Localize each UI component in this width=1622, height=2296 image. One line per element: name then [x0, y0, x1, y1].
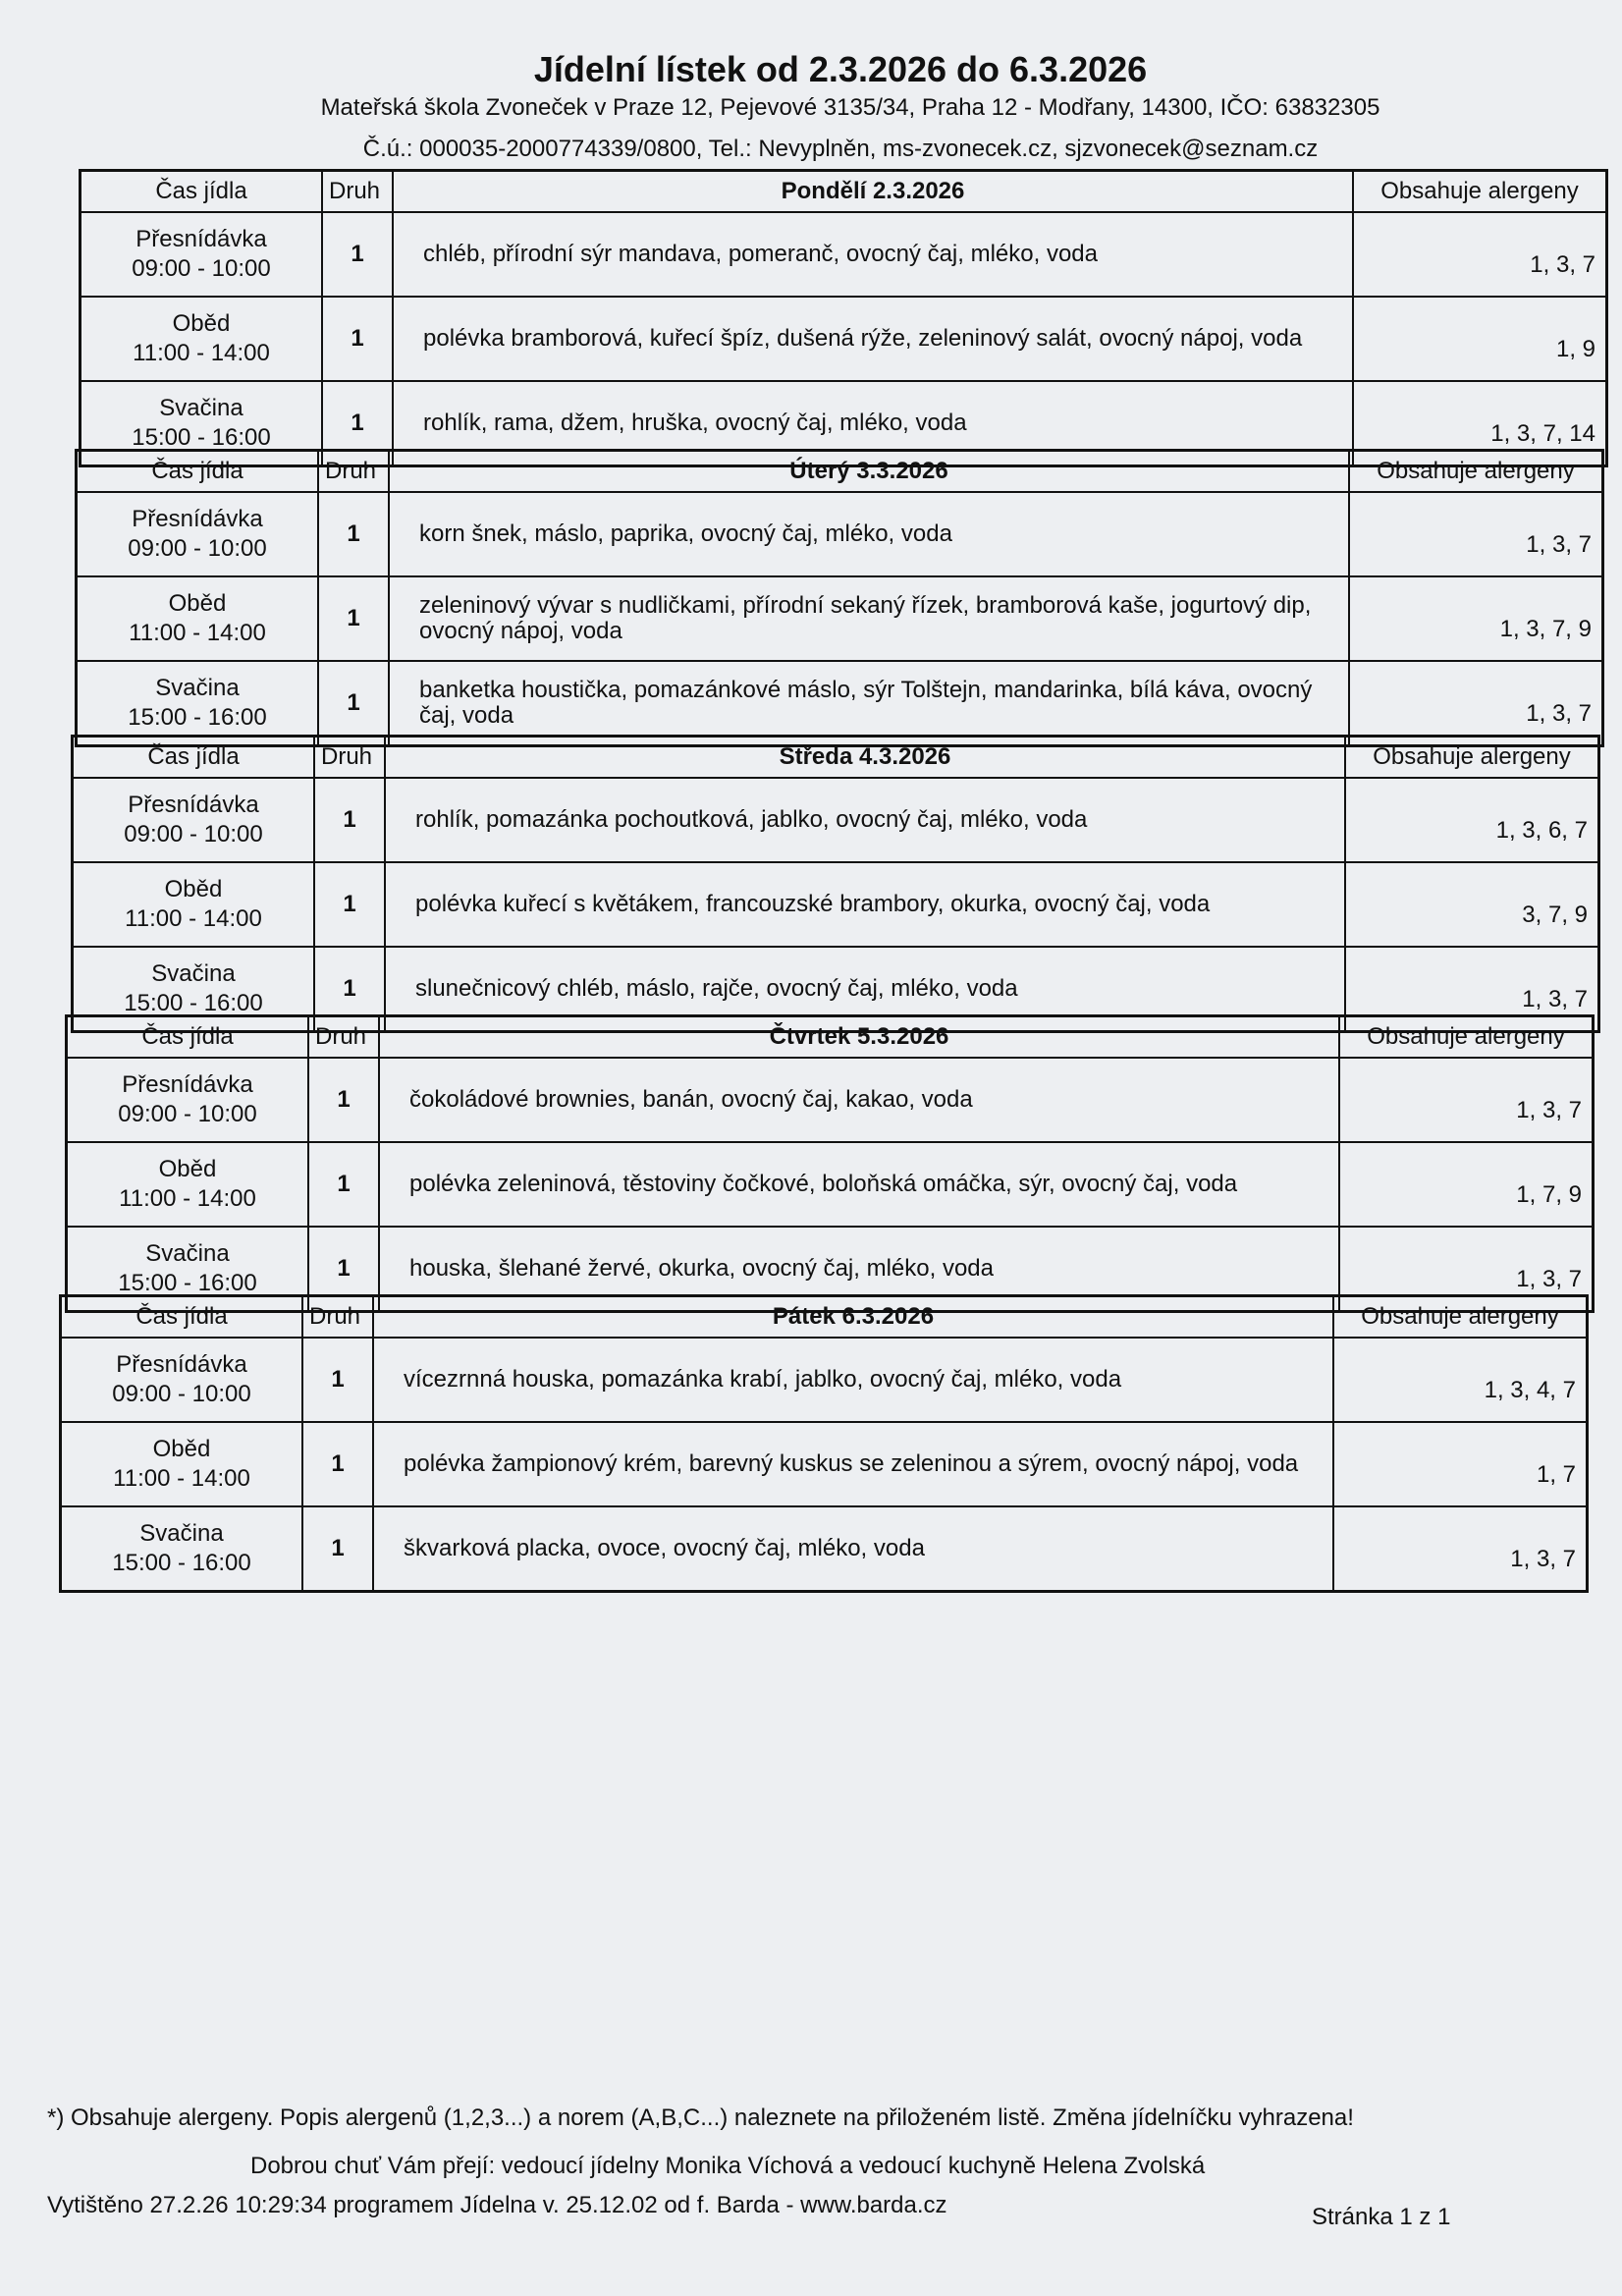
day-name: Úterý 3.3.2026: [389, 451, 1349, 493]
allergens-value: 1, 3, 4, 7: [1333, 1338, 1588, 1422]
table-row: [77, 492, 1603, 576]
meal-time: 09:00 - 10:00: [124, 821, 263, 847]
druh-header: Druh: [314, 737, 385, 779]
meal-time: 09:00 - 10:00: [128, 535, 267, 562]
table-row: [67, 1058, 1594, 1142]
day-name: Čtvrtek 5.3.2026: [379, 1016, 1339, 1059]
meal-time-cell: [77, 492, 319, 576]
druh-value: 1: [314, 778, 385, 862]
druh-header: Druh: [322, 171, 393, 213]
contact-info: Č.ú.: 000035-2000774339/0800, Tel.: Nevyplněn, ms-zvonecek.cz, sjzvonecek@seznam.cz: [362, 136, 1319, 162]
table-row: [61, 1422, 1588, 1506]
meal-name: Oběd: [152, 1436, 211, 1462]
meal-time: 15:00 - 16:00: [118, 1270, 257, 1296]
meal-name: Oběd: [172, 310, 231, 337]
meal-name: Svačina: [151, 960, 236, 987]
table-row: [81, 212, 1607, 297]
allergens-header: Obsahuje alergeny: [1345, 737, 1599, 779]
table-row: [73, 862, 1599, 947]
meal-name: Přesnídávka: [128, 792, 259, 818]
druh-value: 1: [308, 1227, 379, 1312]
table-header-row: [61, 1296, 1588, 1339]
druh-value: 1: [302, 1338, 373, 1422]
druh-value: 1: [302, 1422, 373, 1506]
druh-value: 1: [314, 947, 385, 1032]
druh-value: 1: [302, 1506, 373, 1592]
day-table: [65, 1014, 1595, 1313]
day-name: Pondělí 2.3.2026: [393, 171, 1353, 213]
food-description: škvarková placka, ovoce, ovocný čaj, mléko, voda: [373, 1506, 1333, 1592]
food-description: rohlík, rama, džem, hruška, ovocný čaj, mléko, voda: [393, 381, 1353, 466]
table-row: [67, 1142, 1594, 1227]
druh-value: 1: [308, 1142, 379, 1227]
meal-name: Přesnídávka: [132, 506, 263, 532]
allergens-value: 1, 3, 7: [1333, 1506, 1588, 1592]
food-description: čokoládové brownies, banán, ovocný čaj, kakao, voda: [379, 1058, 1339, 1142]
allergens-value: 1, 3, 7: [1353, 212, 1607, 297]
food-description: polévka kuřecí s květákem, francouzské brambory, okurka, ovocný čaj, voda: [385, 862, 1345, 947]
meal-name: Oběd: [164, 876, 223, 902]
druh-value: 1: [308, 1058, 379, 1142]
allergens-value: 1, 3, 7: [1339, 1058, 1594, 1142]
meal-name: Svačina: [139, 1520, 224, 1547]
meal-name: Svačina: [145, 1240, 230, 1267]
meal-time: 11:00 - 14:00: [129, 620, 266, 646]
table-row: [77, 576, 1603, 661]
allergens-value: 1, 3, 7, 14: [1353, 381, 1607, 466]
meal-time-cell: [61, 1422, 303, 1506]
time-header: Čas jídla: [67, 1016, 309, 1059]
druh-value: 1: [318, 576, 389, 661]
druh-header: Druh: [308, 1016, 379, 1059]
food-description: banketka houstička, pomazánkové máslo, sýr Tolštejn, mandarinka, bílá káva, ovocný čaj, voda: [389, 661, 1349, 746]
day-name: Středa 4.3.2026: [385, 737, 1345, 779]
meal-time-cell: [81, 297, 323, 381]
druh-value: 1: [322, 381, 393, 466]
food-description: polévka bramborová, kuřecí špíz, dušená rýže, zeleninový salát, ovocný nápoj, voda: [393, 297, 1353, 381]
meal-time-cell: [73, 862, 315, 947]
food-description: vícezrnná houska, pomazánka krabí, jablko, ovocný čaj, mléko, voda: [373, 1338, 1333, 1422]
meal-time-cell: [81, 212, 323, 297]
meal-time: 09:00 - 10:00: [112, 1381, 251, 1407]
print-info: Vytištěno 27.2.26 10:29:34 programem Jídelna v. 25.12.02 od f. Barda - www.barda.cz: [47, 2192, 947, 2218]
meal-time: 15:00 - 16:00: [132, 424, 271, 451]
food-description: slunečnicový chléb, máslo, rajče, ovocný čaj, mléko, voda: [385, 947, 1345, 1032]
day-table: [79, 169, 1608, 467]
meal-name: Přesnídávka: [116, 1351, 247, 1378]
allergens-value: 1, 3, 7: [1339, 1227, 1594, 1312]
druh-value: 1: [322, 212, 393, 297]
food-description: chléb, přírodní sýr mandava, pomeranč, ovocný čaj, mléko, voda: [393, 212, 1353, 297]
time-header: Čas jídla: [81, 171, 323, 213]
food-description: rohlík, pomazánka pochoutková, jablko, ovocný čaj, mléko, voda: [385, 778, 1345, 862]
table-row: [77, 661, 1603, 746]
allergens-value: 1, 3, 7: [1349, 492, 1603, 576]
food-description: zeleninový vývar s nudličkami, přírodní sekaný řízek, bramborová kaše, jogurtový dip, ovocný nápoj, voda: [389, 576, 1349, 661]
day-table: [71, 735, 1600, 1033]
allergens-header: Obsahuje alergeny: [1333, 1296, 1588, 1339]
table-header-row: [67, 1016, 1594, 1059]
meal-time: 15:00 - 16:00: [112, 1550, 251, 1576]
druh-header: Druh: [302, 1296, 373, 1339]
table-header-row: [81, 171, 1607, 213]
day-table: [75, 449, 1604, 747]
allergens-value: 1, 3, 7: [1345, 947, 1599, 1032]
time-header: Čas jídla: [77, 451, 319, 493]
meal-name: Přesnídávka: [135, 226, 267, 252]
table-row: [61, 1338, 1588, 1422]
time-header: Čas jídla: [73, 737, 315, 779]
allergens-header: Obsahuje alergeny: [1353, 171, 1607, 213]
meal-time: 11:00 - 14:00: [113, 1465, 250, 1492]
allergens-value: 1, 3, 7: [1349, 661, 1603, 746]
meal-name: Oběd: [168, 590, 227, 617]
allergens-header: Obsahuje alergeny: [1349, 451, 1603, 493]
page-number: Stránka 1 z 1: [1312, 2204, 1451, 2230]
allergens-header: Obsahuje alergeny: [1339, 1016, 1594, 1059]
meal-time: 11:00 - 14:00: [119, 1185, 256, 1212]
school-info: Mateřská škola Zvoneček v Praze 12, Pejevové 3135/34, Praha 12 - Modřany, 14300, IČO: 63832305: [320, 94, 1380, 121]
food-description: polévka žampionový krém, barevný kuskus se zeleninou a sýrem, ovocný nápoj, voda: [373, 1422, 1333, 1506]
time-header: Čas jídla: [61, 1296, 303, 1339]
meal-name: Svačina: [155, 675, 240, 701]
food-description: houska, šlehané žervé, okurka, ovocný čaj, mléko, voda: [379, 1227, 1339, 1312]
greeting: Dobrou chuť Vám přejí: vedoucí jídelny Monika Víchová a vedoucí kuchyně Helena Zvolská: [250, 2153, 1206, 2179]
day-table: [59, 1294, 1589, 1593]
meal-name: Oběd: [158, 1156, 217, 1182]
meal-time: 15:00 - 16:00: [124, 990, 263, 1016]
allergens-value: 1, 9: [1353, 297, 1607, 381]
meal-time: 11:00 - 14:00: [133, 340, 270, 366]
meal-time: 15:00 - 16:00: [128, 704, 267, 731]
druh-value: 1: [314, 862, 385, 947]
allergen-note: *) Obsahuje alergeny. Popis alergenů (1,2,3...) a norem (A,B,C...) naleznete na přiloženém listě. Změna jídelníčku vyhrazena!: [47, 2105, 1354, 2131]
meal-name: Svačina: [159, 395, 243, 421]
page-title: Jídelní lístek od 2.3.2026 do 6.3.2026: [533, 49, 1148, 89]
meal-time: 09:00 - 10:00: [118, 1101, 257, 1127]
allergens-value: 3, 7, 9: [1345, 862, 1599, 947]
druh-header: Druh: [318, 451, 389, 493]
meal-time-cell: [77, 576, 319, 661]
food-description: polévka zeleninová, těstoviny čočkové, boloňská omáčka, sýr, ovocný čaj, voda: [379, 1142, 1339, 1227]
table-row: [73, 778, 1599, 862]
meal-time-cell: [73, 778, 315, 862]
meal-name: Přesnídávka: [122, 1071, 253, 1098]
table-row: [61, 1506, 1588, 1592]
druh-value: 1: [318, 661, 389, 746]
druh-value: 1: [322, 297, 393, 381]
food-description: korn šnek, máslo, paprika, ovocný čaj, mléko, voda: [389, 492, 1349, 576]
meal-time-cell: [61, 1506, 303, 1592]
table-header-row: [77, 451, 1603, 493]
allergens-value: 1, 3, 6, 7: [1345, 778, 1599, 862]
table-header-row: [73, 737, 1599, 779]
meal-time-cell: [61, 1338, 303, 1422]
meal-time-cell: [67, 1058, 309, 1142]
meal-time-cell: [67, 1142, 309, 1227]
meal-time: 09:00 - 10:00: [132, 255, 271, 282]
meal-time-cell: [77, 661, 319, 746]
day-name: Pátek 6.3.2026: [373, 1296, 1333, 1339]
allergens-value: 1, 7: [1333, 1422, 1588, 1506]
allergens-value: 1, 7, 9: [1339, 1142, 1594, 1227]
druh-value: 1: [318, 492, 389, 576]
allergens-value: 1, 3, 7, 9: [1349, 576, 1603, 661]
table-row: [81, 297, 1607, 381]
meal-time: 11:00 - 14:00: [125, 905, 262, 932]
